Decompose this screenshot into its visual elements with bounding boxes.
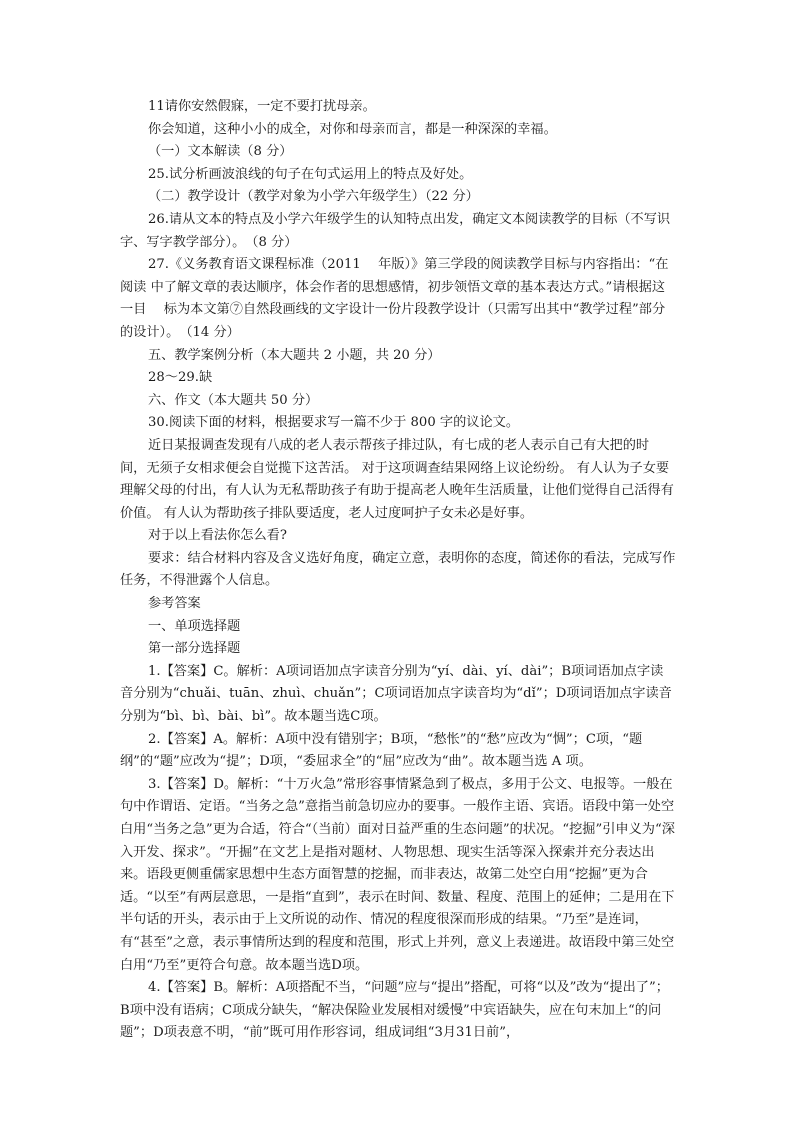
section-composition: 六、作文（本大题共 50 分） (148, 392, 319, 408)
paragraph-line-11: 11请你安然假寐，一定不要打扰母亲。 (148, 99, 376, 114)
material-paragraph: 近日某报调查发现有八成的老人表示帮孩子排过队，有七成的老人表示自己有大把的时 间，无须子女相求便会自觉揽下这苦活。 对于这项调查结果网络上议论纷纷。 有人认为子女要 理解父母的付出，有人认为无私帮助孩子有助于提高老人晚年生活质量，让他们觉得自己活得有价值。 有人认为帮助孩子排队要适度，老人过度呵护子女未必是好事。 (120, 437, 674, 521)
question-26: 26.请从文本的特点及小学六年级学生的认知特点出发，确定文本阅读教学的目标（不写识 字、写字教学部分）。 （8 分） (120, 211, 671, 250)
section-case-analysis: 五、教学案例分析（本大题共 2 小题，共 20 分） (148, 347, 441, 363)
answers-part-1: 第一部分选择题 (148, 641, 241, 657)
answer-2: 2.【答案】A。解析：A项中没有错别字；B项，“愁怅”的“愁”应改为“惆”；C项，“题纲”的“题”应改为“提”；D项，“委屈求全”的“屈”应改为“曲”。故本题当选 A 项。 (120, 731, 643, 770)
section-text-reading: （一）文本解读（8 分） (148, 144, 293, 160)
answer-1: 1.【答案】C。解析：A项词语加点字读音分别为“yí、dài、yí、dài”；B项词语加点字读音分别为“chuǎi、tuān、zhuì、chuǎn”；C项词语加点字读音均为“dǐ”；D项词语加点字读音分别为“bì、bì、bài、bì”。故本题当选C项。 (120, 663, 672, 725)
document-body (120, 96, 676, 1045)
answers-heading: 参考答案 (148, 596, 201, 612)
questions-28-29: 28～29.缺 (148, 370, 213, 386)
material-question: 对于以上看法你怎么看? (148, 528, 287, 544)
answers-section-1: 一、单项选择题 (148, 618, 241, 634)
section-teaching-design: （二）教学设计（教学对象为小学六年级学生）（22 分） (148, 189, 479, 205)
question-27: 27.《义务教育语文课程标准（2011 年版）》第三学段的阅读教学目标与内容指出：“在阅读 中了解文章的表达顺序，体会作者的思想感情，初步领悟文章的基本表达方式。”请根据这一目 标为本文第⑦自然段画线的文字设计一份片段教学设计（只需写出其中“教学过程”部分的设计）。 （14 分） (120, 257, 669, 340)
question-30: 30.阅读下面的材料，根据要求写一篇不少于 800 字的议论文。 (148, 415, 520, 431)
composition-requirements: 要求：结合材料内容及含义选好角度，确定立意，表明你的态度，简述你的看法，完成写作 任务，不得泄露个人信息。 (120, 550, 676, 589)
answer-4: 4.【答案】B。解析：A项搭配不当，“问题”应与“提出”搭配，可将“以及”改为“提出了”；B项中没有语病；C项成分缺失，“解决保险业发展相对缓慢”中宾语缺失，应在句末加上“的问题”；D项表意不明，“前”既可用作形容词，组成词组“3月31日前”， (120, 980, 669, 1041)
paragraph-happiness: 你会知道，这种小小的成全，对你和母亲而言，都是一种深深的幸福。 (148, 121, 557, 137)
question-25: 25.试分析画波浪线的句子在句式运用上的特点及好处。 (148, 166, 473, 182)
answer-3: 3.【答案】D。解析：“十万火急”常形容事情紧急到了极点，多用于公文、电报等。一般在句中作谓语、定语。“当务之急”意指当前急切应办的要事。一般作主语、宾语。语段中第一处空白用“当务之急”更为合适，符合“（当前）面对日益严重的生态问题”的状况。“挖掘”引申义为“深入开发、探求”。“开掘”在文艺上是指对题材、人物思想、现实生活等深入探索并充分表达出来。语段更侧重儒家思想中生态方面智慧的挖掘，而非表达，故第二处空白用“挖掘”更为合适。“以至”有两层意思，一是指“直到”，表示在时间、数量、程度、范围上的延伸；二是用在下半句话的开头，表示由于上文所说的动作、情况的程度很深而形成的结果。“乃至”是连词，有“甚至”之意，表示事情所达到的程度和范围，形式上并列，意义上表递进。故语段中第三处空白用“乃至”更符合句意。故本题当选D项。 (120, 776, 675, 973)
